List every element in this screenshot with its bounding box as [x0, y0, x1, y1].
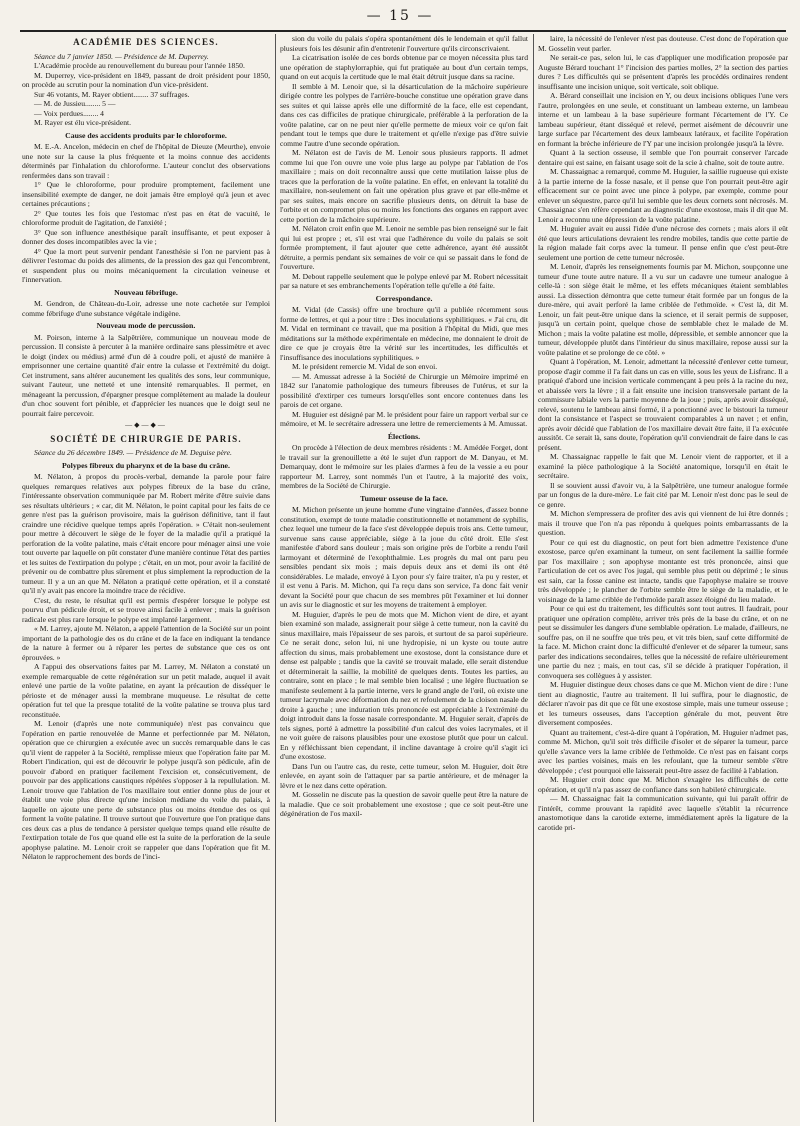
paragraph: Dans l'un ou l'autre cas, du reste, cette tumeur, selon M. Huguier, doit être enlevée, en ayant soin de l'attaquer par sa partie antérieure, et de ménager la lèvre et le nez dans cette opération.	[280, 761, 528, 790]
paragraph: Séance du 26 décembre 1849. — Présidence de M. Deguise père.	[34, 448, 232, 457]
paragraph: M. Huguier distingue deux choses dans ce que M. Michon vient de dire : l'une tient au diagnostic, l'autre au traitement. Il lui suffira, pour le diagnostic, de déclarer n'avoir pas dit que ce fût une exostose simple, mais une tumeur osseuse ; et les tumeurs osseuses, dans l'acception générale du mot, peuvent être diversement composées.	[538, 680, 788, 727]
subheading: Tumeur osseuse de la face.	[360, 493, 448, 503]
paragraph: Quant à la section osseuse, il semble que l'on pourrait conserver l'arcade dentaire qui est saine, en faisant usage soit de la scie à chaîne, soit de toute autre.	[538, 148, 788, 167]
column-2	[280, 34, 528, 1122]
paragraph: M. E.-A. Ancelon, médecin en chef de l'hôpital de Dieuze (Meurthe), envoie une note sur la cause la plus fréquente et la moins connue des accidents déterminés par l'inhalation du chloroforme. L'auteur conclut des observations renfermées dans son travail :	[22, 142, 270, 180]
subheading: Élections.	[387, 431, 421, 441]
top-rule	[20, 30, 786, 32]
column-divider	[275, 34, 276, 1122]
paragraph: M. Poirson, interne à la Salpêtrière, communique un nouveau mode de percussion. Il consiste à percuter à la manière ordinaire sans plessimètre et avec le doigt (index ou médius) armé d'un dé à coudre poli, et ajusté de manière à emprisonner une certaine quantité d'air entre la culasse et l'extrémité du doigt. Cet instrument, sans altérer aucunement les qualités des sons, leur communique, suivant l'auteur, une netteté et une intensité remarquables. Il permet, en ménageant la percussion, d'épargner presque complètement au malade la douleur d'un choc souvent fort pénible, et d'apprécier les nuances que le doigt seul ne pourrait faire percevoir.	[22, 332, 270, 418]
paragraph: La cicatrisation isolée de ces bords obtenue par ce moyen nécessita plus tard une opération de staphylorraphie, qui fut pratiquée au bout d'un certain temps, quand on eut acquis la certitude que le mal était détruit jusque dans sa racine.	[280, 53, 528, 81]
paragraph: M. Duperrey, vice-président en 1849, passant de droit président pour 1850, on procède au scrutin pour la nomination d'un vice-président.	[22, 70, 270, 89]
paragraph: M. Lenoir (d'après une note communiquée) n'est pas convaincu que l'opération en partie renouvelée de Manne et perfectionnée par M. Nélaton, opération que ce chirurgien a exécutée avec un succès remarquable dans le cas qu'il vient de rappeler à la Société, remplisse mieux que l'opération faite par M. Robert l'indication, qui est de découvrir le polype jusqu'à son pédicule, afin de pouvoir d'abord en pratiquer facilement l'excision et, consécutivement, de pouvoir par des applications caustiques répétées s'opposer à la repullulation. M. Lenoir trouve que l'ablation de l'os maxillaire tout entier donne plus de jour et établit une voie plus directe qu'une incision médiane du voile du palais, à laquelle on ajoute une perte de substance plus ou moins étendue des os qui forment la voûte palatine. Il trouve surtout que l'ouverture que l'on pratique dans ces deux cas a plus de tendance à persister quelque temps quand elle résulte de l'extirpation totale de l'os que quand elle est la suite de la perforation de la seule apophyse palatine. M. Lenoir croit se rappeler que dans l'opération que fit M. Nélaton le rapprochement des bords de l'inci-	[22, 719, 270, 861]
paragraph: M. Michon présente un jeune homme d'une vingtaine d'années, d'assez bonne constitution, exempt de toute maladie constitutionnelle et notamment de syphilis, chez lequel une tumeur de la face s'est développée depuis trois ans. Cette tumeur, survenue sans cause appréciable, siège à la joue du côté droit. Elle s'est manifestée d'abord sans douleur ; mais son origine près de l'orbite a rendu l'œil larmoyant et déterminé de l'exophthalmie. Les progrès du mal ont paru peu sensibles pendant six mois ; mais depuis deux ans et demi ils ont été considérables. Le malade, envoyé à Lyon pour s'y faire traiter, n'a pu y rester, et il est venu à Paris. M. Michon, qui l'a reçu dans son service, l'a donc fait venir devant la Société pour que chacun de ses membres pût l'examiner et lui donner un avis sur le diagnostic et sur les moyens de traitement à employer.	[280, 505, 528, 609]
paragraph: On procède à l'élection de deux membres résidents : M. Amédée Forget, dont le travail sur la grenouillette a été le sujet d'un rapport de M. Danyau, et M. Demarquay, dont le mémoire sur les plaies d'armes à feu de la vessie a eu pour rapporteur M. Larrey, sont nommés l'un et l'autre, à la majorité des voix, membres de la Société de Chirurgie.	[280, 443, 528, 490]
paragraph: Pour ce qui est du traitement, les difficultés sont tout autres. Il faudrait, pour pratiquer une opération complète, arriver très près de la base du crâne, et on ne peut se dissimuler les dangers d'une semblable opération. Le malade, d'ailleurs, ne souffre pas, on il ne souffre que très peu, et vit très bien, sauf cette difformité de la face. M. Michon craint donc la difficulté d'enlever et de séparer la tumeur, sans parler des indications secondaires, telles que la nécessité de refaire ultérieurement une partie du nez ; mais, en tout cas, s'il se décide à pratiquer l'opération, il convoquera ses collègues à y assister.	[538, 604, 788, 680]
paragraph: — M. Chassaignac fait la communication suivante, qui lui paraît offrir de l'intérêt, comme prouvant la rapidité avec laquelle s'établit la récurrence anastomotique dans la carotide externe, immédiatement après la ligature de la carotide pri-	[538, 794, 788, 832]
vote-line: — M. de Jussieu........ 5 —	[34, 99, 116, 108]
paragraph: C'est, du reste, le résultat qu'il est permis d'espérer lorsque le polype est pourvu d'un pédicule étroit, et se trouve ainsi facile à enlever ; mais la guérison radicale est plus rare lorsque le polype est implanté largement.	[22, 595, 270, 624]
paragraph: 4° Que la mort peut survenir pendant l'anesthésie si l'on ne parvient pas à délivrer l'estomac du poids des aliments, de la pression des gaz qui l'encombrent, et suspendent plus ou moins mécaniquement la circulation veineuse et l'innervation.	[22, 246, 270, 284]
subheading: Cause des accidents produits par le chloroforme.	[65, 130, 227, 140]
paragraph: Quant au traitement, c'est-à-dire quant à l'opération, M. Huguier n'admet pas, comme M. Michon, qu'il soit très difficile d'isoler et de séparer la tumeur, parce qu'elle s'avance vers la lame criblée de l'ethmoïde. Ce n'est pas en faisant corps avec les parties voisines, mais en les refoulant, que la tumeur semble s'être développée ; c'est pourquoi elle laisserait peut-être assez de facilité à l'ablation.	[538, 727, 788, 775]
paragraph: Ne serait-ce pas, selon lui, le cas d'appliquer une modification proposée par Auguste Bérard touchant 1° l'incision des parties molles, 2° la section des parties dures ? Les difficultés qui se présentent d'après les procédés ordinaires rendent insuffisante une incision unique, soit verticale, soit oblique.	[538, 53, 788, 91]
paragraph: Il semble à M. Lenoir que, si la désarticulation de la mâchoire supérieure dirigée contre les polypes de l'arrière-bouche constitue une opération grave dans ses suites et qui laisse après elle une difformité de la face, elle est cependant, dans ces cas difficiles de pratique chirurgicale, préférable à la perforation de la voûte palatine, car on ne peut nier qu'elle permette de mieux voir ce qu'on fait pendant tout le temps que dure le traitement et qu'elle n'exige pas d'être suivie comme l'autre d'une seconde opération.	[280, 81, 528, 148]
section-heading-academie: ACADÉMIE DES SCIENCES.	[73, 37, 219, 47]
paragraph: M. Lenoir, d'après les renseignements fournis par M. Michon, soupçonne une tumeur d'une toute autre nature. Il a vu sur un cadavre une tumeur analogue à celle-là : son siège était le même, et les effets mécaniques étaient semblables aussi. La dissection démontra que cette tumeur était formée par un fongus de la dure-mère, qui avait perforé la lame criblée de l'ethmoïde. « C'est là, dit M. Lenoir, un fait peut-être unique dans la science, et il serait permis de supposer, jusqu'à un certain point, quelque chose de semblable chez le malade de M. Michon ; mais la voûte palatine est molle, dépressible, et semble annoncer que la tumeur, développée plutôt dans l'intérieur du sinus maxillaire, repose aussi sur la voûte palatine et se prolonge de ce côté. »	[538, 262, 788, 357]
paragraph: A l'appui des observations faites par M. Larrey, M. Nélaton a constaté un exemple remarquable de cette régénération sur un petit malade, auquel il avait enlevé une partie de la voûte palatine, en ayant la précaution de disséquer le périoste et de ménager aussi la membrane muqueuse. Le résultat de cette opération fut tel que la presque totalité de la voûte palatine se trouva plus tard reconstituée.	[22, 662, 270, 719]
paragraph: M. Chassaignac a remarqué, comme M. Huguier, la saillie rugueuse qui existe à la partie interne de la fosse nasale, et il pense que l'on pourrait peut-être agir efficacement sur ce point avec une pince à polype, par exemple, comme pour enlever un séquestre, parce qu'il lui semble que les deux cornets sont nécrosés. M. Chassaignac s'en réfère cependant au diagnostic d'une exostose, mais il dit que M. Lenoir a reconnu une dépression de la voûte palatine.	[538, 167, 788, 224]
vote-line: — Voix perdues........ 4	[34, 108, 104, 118]
paragraph: sion du voile du palais s'opéra spontanément dès le lendemain et qu'il fallut plusieurs fois les désunir afin d'entretenir l'ouverture qu'ils circonscrivaient.	[280, 34, 528, 53]
paragraph: M. Debout rappelle seulement que le polype enlevé par M. Robert nécessitait par sa nature et ses embranchements l'opération telle qu'elle a été faite.	[280, 271, 528, 290]
ornamental-separator: —◆—◆—	[125, 421, 167, 429]
paragraph: laire, la nécessité de l'enlever n'est pas douteuse. C'est donc de l'opération que M. Gosselin veut parler.	[538, 34, 788, 53]
paragraph: M. Michon s'empressera de profiter des avis qui viennent de lui être donnés ; mais il trouve que l'on n'a pas répondu à quelques points embarrassants de la question.	[538, 509, 788, 537]
paragraph: M. Nélaton est de l'avis de M. Lenoir sous plusieurs rapports. Il admet comme lui que l'on ouvre une voie plus large au polype par l'ablation de l'os maxillaire ; mais on doit reconnaître aussi que cette mutilation laisse plus de traces que la perforation de la voûte palatine. En effet, en enlevant la totalité du maxillaire, non-seulement on fait une opération plus grave et par elle-même et par ses suites, mais encore on sacrifie plusieurs dents, on détruit la base de l'orbite et on compromet plus ou moins les fonctions des organes en rapport avec cette portion de la mâchoire supérieure.	[280, 148, 528, 224]
paragraph: A. Bérard conseillait une incision en Y, ou deux incisions obliques l'une vers l'autre, prolongées en une seule, et constituant un lambeau externe, un lambeau interne et un lambeau à la base supérieure formant l'écartement de l'Y. Ce lambeau supérieur, étant disséqué et relevé, permet aisément de découvrir une large surface par l'écartement des deux lambeaux latéraux, et facilite l'opération en formant la brèche inférieure de l'Y par une incision prolongée jusqu'à la lèvre.	[538, 91, 788, 148]
paragraph: M. Gendron, de Château-du-Loir, adresse une note cachetée sur l'emploi comme fébrifuge d'une substance végétale indigène.	[22, 299, 270, 318]
paragraph: « M. Larrey, ajoute M. Nélaton, a appelé l'attention de la Société sur un point important de la pathologie des os du crâne et de la face en indiquant la tendance de la nature à fermer ou à réparer les pertes de substance que ces os ont éprouvées. »	[22, 624, 270, 662]
paragraph: M. Gosselin ne discute pas la question de savoir quelle peut être la nature de la maladie. Que ce soit probablement une exostose ; que ce soit peut-être une dégénération de l'os maxil-	[280, 790, 528, 818]
vote-line: Sur 46 votants, M. Rayer obtient........ 37 suffrages.	[34, 89, 190, 99]
paragraph: M. Huguier croit donc que M. Michon s'exagère les difficultés de cette opération, et qu'il n'a pas assez de confiance dans son habileté chirurgicale.	[538, 775, 788, 794]
paragraph: M. Nélaton, à propos du procès-verbal, demande la parole pour faire quelques remarques relatives aux polypes fibreux de la base du crâne, l'intéressante observation communiquée par M. Robert mérite d'être suivie dans ses résultats ultérieurs ; « car, dit M. Nélaton, le point capital pour les faits de ce genre n'est pas la guérison provisoire, mais la guérison définitive, tant il faut craindre une récidive quelque temps après l'opération. » C'était non-seulement pour mettre à découvert le siège de le foyer de la maladie qu'il a pratiqué la perforation de la voûte palatine, mais c'était encore pour ménager ainsi une voie tout ouverte par laquelle on pût constater d'une manière continue l'état des parties et les suites de l'extirpation du polype ; c'était, en un mot, pour avoir la facilité de prévenir ou de combattre plus sûrement et plus simplement la reproduction de la tumeur. Il y a un an que M. Nélaton a pratiqué cette opération, et il a constaté qu'il n'y avait pas encore la moindre trace de récidive.	[22, 472, 270, 595]
paragraph: M. Vidal (de Cassis) offre une brochure qu'il a publiée récemment sous forme de lettres, et qui a pour titre : Des inoculations syphilitiques. « J'ai cru, dit M. Vidal en terminant ce travail, que ma position à l'hôpital du Midi, que mes méditations sur la méthode expérimentale en médecine, me donnaient le droit de dire ce que je croyais être la vérité sur les incertitudes, les difficultés et l'insuffisance des inoculations syphilitiques. »	[280, 305, 528, 362]
section-heading-societe: SOCIÉTÉ DE CHIRURGIE DE PARIS.	[50, 433, 242, 444]
paragraph: Il se souvient aussi d'avoir vu, à la Salpêtrière, une tumeur analogue formée par un fongus de la dure-mère. Le fait cité par M. Lenoir n'est donc pas le seul de ce genre.	[538, 480, 788, 509]
paragraph: M. Huguier, d'après le peu de mots que M. Michon vient de dire, et ayant bien examiné son malade, assignerait pour siège à cette tumeur, non la cavité du sinus maxillaire, mais l'épaisseur de ses parois, et surtout de sa paroi supérieure. Ce ne serait donc, selon lui, ni une hydropisie, ni un kyste ou toute autre affection du sinus, mais probablement une exostose, dont la consistance dure et dense est palpable ; tandis que la cavité se trouvait malade, elle serait distendue et déterminerait la saillie, la mobilité de quelques dents. Toutes les parties, au contraire, sont en place ; le mal semble bien localisé ; une légère fluctuation se manifeste seulement à la partie interne, vers le grand angle de l'œil, où existe une tumeur lacrymale avec déformation du nez et refoulement de la cloison nasale de droite à gauche ; une induration très prononcée est appréciable à l'extrémité du doigt introduit dans la fosse nasale correspondante. M. Huguier serait, d'après de tels signes, porté à admettre la possibilité d'un calcul des voies lacrymales, et il ne voit guère de raisons plausibles pour une exostose plutôt que pour un calcul. En y réfléchissant bien cependant, il incline davantage à croire qu'il s'agit ici d'une exostose.	[280, 609, 528, 761]
paragraph: M. Nélaton croit enfin que M. Lenoir ne semble pas bien renseigné sur le fait qui lui est propre ; et, s'il est vrai que l'adhérence du voile du palais se soit formée promptement, il faut ajouter que cette adhérence, ayant été aussitôt détruite, a permis pendant six semaines de voir ce qui se passait dans le fond de l'ouverture.	[280, 224, 528, 271]
subheading: Polypes fibreux du pharynx et de la base du crâne.	[62, 460, 230, 470]
page-number: — 15 —	[366, 8, 434, 24]
paragraph: M. le président remercie M. Vidal de son envoi.	[292, 362, 438, 371]
column-divider	[533, 34, 534, 1122]
paragraph: 2° Que toutes les fois que l'estomac n'est pas en état de vacuité, le chloroforme produit de l'agitation, de l'anxiété ;	[22, 208, 270, 227]
paragraph: L'Académie procède au renouvellement du bureau pour l'année 1850.	[34, 61, 245, 70]
column-1	[22, 34, 270, 1122]
paragraph: Séance du 7 janvier 1850. — Présidence de M. Duperrey.	[34, 51, 209, 61]
subheading: Nouveau mode de percussion.	[96, 321, 196, 330]
paragraph: M. Chassaignac rappelle le fait que M. Lenoir vient de rapporter, et il a examiné la pièce pathologique à la Société anatomique, lorsqu'il en était le secrétaire.	[538, 452, 788, 480]
column-3	[538, 34, 788, 1122]
subheading: Nouveau fébrifuge.	[114, 287, 178, 297]
paragraph: 3° Que son influence anesthésique paraît insuffisante, et peut exposer à donner des doses incompatibles avec la vie ;	[22, 227, 270, 246]
paragraph: M. Huguier avait eu aussi l'idée d'une nécrose des cornets ; mais alors il eût été que leurs articulations devraient les rendre mobiles, tandis que cette partie de la région malade fait corps avec la tumeur. Il pense enfin que c'est peut-être seulement une portion de cette tumeur nécrosée.	[538, 224, 788, 262]
paragraph: 1° Que le chloroforme, pour produire promptement, facilement une insensibilité exempte de danger, ne doit jamais être employé qu'à jeun et avec certaines précautions ;	[22, 180, 270, 208]
subheading: Correspondance.	[375, 293, 433, 303]
paragraph: M. Rayer est élu vice-président.	[34, 118, 131, 127]
paragraph: M. Huguier est désigné par M. le président pour faire un rapport verbal sur ce mémoire, et M. le secrétaire adressera une lettre de remerciements à M. Amussat.	[280, 409, 528, 428]
paragraph: — M. Amussat adresse à la Société de Chirurgie un Mémoire imprimé en 1842 sur l'anatomie pathologique des tumeurs fibreuses de l'utérus, et sur la possibilité d'extirper ces tumeurs lorsqu'elles sont encore contenues dans les parois de cet organe.	[280, 371, 528, 409]
paragraph: Quant à l'opération, M. Lenoir, admettant la nécessité d'enlever cette tumeur, propose d'agir comme il l'a fait dans un cas en ville, sous les yeux de Lisfranc. Il a pratiqué d'abord une incision verticale commençant à peu près à la racine du nez, et abaissée vers la lèvre ; il a fait ensuite une incision transversale partant de la commissure labiale vers la partie moyenne de la joue ; puis, après avoir disséqué, relevé, soutenu le lambeau ainsi formé, il a ponctionné avec le bistouri la tumeur dont la consistance et l'aspect se trouvaient comparables à un navet ; et enfin, après avoir décidé que l'ablation de l'os maxillaire devait être faite, il l'a exécutée aussitôt. Ce serait là, sans doute, l'opération qu'il conviendrait de faire dans le cas présent.	[538, 357, 788, 452]
paragraph: Pour ce qui est du diagnostic, on peut fort bien admettre l'existence d'une exostose, parce qu'en examinant la tumeur, on sent facilement la saillie formée par l'os maxillaire ; son apophyse montante est très prononcée, ainsi que l'articulation de cet os avec l'os jugal, qui semble plus petit ou déprimé ; le sinus est sain, car la fosse canine est intacte, tandis que l'apophyse malaire se trouve très développée ; le plancher de l'orbite semble être le siège de la maladie, et le voisinage de la lame criblée de l'ethmoïde paraît assez éloigné du lieu malade.	[538, 537, 788, 604]
